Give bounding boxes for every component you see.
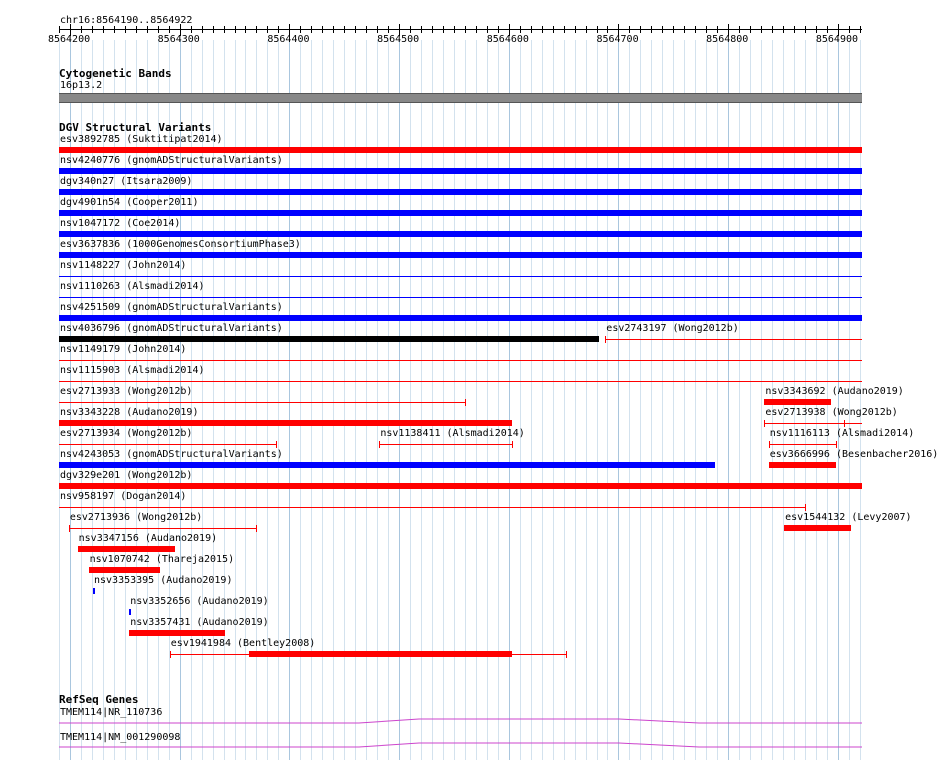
refseq-gene-line [59, 719, 862, 723]
sv-feature-endcap [170, 651, 171, 658]
sv-feature-bar[interactable] [764, 399, 831, 405]
sv-feature-label: nsv3343228 (Audano2019) [60, 407, 199, 418]
sv-feature-label: nsv1149179 (John2014) [60, 344, 187, 355]
sv-feature-endcap [844, 420, 845, 427]
ruler-tick-label: 8564500 [377, 34, 420, 45]
sv-feature-endcap [805, 504, 806, 511]
sv-feature-bar[interactable] [59, 231, 862, 237]
sv-feature-label: nsv1116113 (Alsmadi2014) [769, 428, 915, 439]
ruler-tick-label: 8564700 [596, 34, 639, 45]
sv-feature-bar[interactable] [769, 462, 836, 468]
sv-feature-bar[interactable] [78, 546, 176, 552]
sv-feature-label: nsv1148227 (John2014) [60, 260, 187, 271]
sv-feature-label: esv2713933 (Wong2012b) [60, 386, 193, 397]
sv-feature-bar[interactable] [59, 189, 862, 195]
sv-feature-label: dgv4901n54 (Cooper2011) [60, 197, 199, 208]
sv-feature-bar[interactable] [59, 315, 862, 321]
cytoband-label: 16p13.2 [60, 80, 103, 91]
refseq-gene-model[interactable] [59, 716, 862, 728]
sv-feature-bar[interactable] [59, 336, 599, 342]
sv-feature-bar[interactable] [59, 462, 715, 468]
sv-feature-label: dgv340n27 (Itsara2009) [60, 176, 193, 187]
sv-feature-label: nsv3353395 (Audano2019) [94, 575, 233, 586]
sv-feature-label: nsv4036796 (gnomADStructuralVariants) [60, 323, 283, 334]
sv-feature-label: esv1941984 (Bentley2008) [170, 638, 316, 649]
cytoband-bar[interactable] [59, 93, 862, 103]
sv-feature-label: nsv1110263 (Alsmadi2014) [60, 281, 205, 292]
sv-feature-bar[interactable] [59, 168, 862, 174]
sv-feature-label: nsv1047172 (Coe2014) [60, 218, 181, 229]
sv-feature-line[interactable] [59, 507, 805, 508]
sv-feature-line[interactable] [59, 402, 465, 403]
sv-feature-endcap [256, 525, 257, 532]
refseq-gene-model[interactable] [59, 740, 862, 752]
ruler-tick-label: 8564800 [706, 34, 749, 45]
ruler-tick-label: 8564600 [486, 34, 529, 45]
sv-feature-line[interactable] [59, 297, 862, 298]
dgv-track-title: DGV Structural Variants [59, 121, 212, 134]
sv-feature-bar[interactable] [784, 525, 851, 531]
sv-feature-line[interactable] [59, 276, 862, 277]
sv-feature-label: esv3637836 (1000GenomesConsortiumPhase3) [60, 239, 301, 250]
sv-feature-endcap [836, 441, 837, 448]
sv-feature-label: nsv4243053 (gnomADStructuralVariants) [60, 449, 283, 460]
sv-feature-label: nsv4240776 (gnomADStructuralVariants) [60, 155, 283, 166]
sv-feature-bar[interactable] [129, 609, 131, 615]
sv-feature-bar[interactable] [89, 567, 160, 573]
sv-feature-label: esv2713936 (Wong2012b) [69, 512, 203, 523]
sv-feature-endcap [566, 651, 567, 658]
sv-feature-line[interactable] [59, 381, 862, 382]
sv-feature-bar[interactable] [59, 420, 512, 426]
sv-feature-label: nsv1138411 (Alsmadi2014) [380, 428, 525, 439]
ruler-tick-label: 8564300 [157, 34, 200, 45]
sv-feature-label: esv3892785 (Suktitipat2014) [60, 134, 223, 145]
refseq-track-title: RefSeq Genes [59, 693, 139, 706]
sv-feature-bar[interactable] [59, 147, 862, 153]
cytoband-track-title: Cytogenetic Bands [59, 67, 172, 80]
sv-feature-endcap [276, 441, 277, 448]
sv-feature-endcap [769, 441, 770, 448]
sv-feature-label: esv1544132 (Levy2007) [785, 512, 912, 523]
sv-feature-bar[interactable] [59, 210, 862, 216]
sv-feature-label: esv2743197 (Wong2012b) [606, 323, 739, 334]
sv-feature-line[interactable] [69, 528, 257, 529]
sv-feature-label: nsv3357431 (Audano2019) [130, 617, 269, 628]
sv-feature-bar[interactable] [93, 588, 95, 594]
sv-feature-label: esv2713938 (Wong2012b) [765, 407, 898, 418]
sv-feature-label: esv2713934 (Wong2012b) [60, 428, 193, 439]
coordinate-ruler[interactable] [0, 0, 890, 60]
sv-feature-line[interactable] [59, 444, 276, 445]
sv-feature-bar[interactable] [59, 483, 862, 489]
sv-feature-bar[interactable] [249, 651, 512, 657]
ruler-tick-label: 8564200 [47, 34, 91, 45]
region-label: chr16:8564190..8564922 [60, 15, 193, 26]
ruler-tick-label: 8564900 [815, 34, 859, 45]
refseq-gene-line [59, 743, 862, 747]
sv-feature-bar[interactable] [129, 630, 224, 636]
sv-feature-label: nsv1115903 (Alsmadi2014) [60, 365, 205, 376]
sv-feature-label: dgv329e201 (Wong2012b) [60, 470, 193, 481]
sv-feature-label: nsv1070742 (Thareja2015) [89, 554, 235, 565]
sv-feature-line[interactable] [605, 339, 862, 340]
sv-feature-label: nsv3343692 (Audano2019) [765, 386, 904, 397]
sv-feature-line[interactable] [769, 444, 836, 445]
sv-feature-endcap [512, 441, 513, 448]
ruler-tick-label: 8564400 [267, 34, 310, 45]
sv-feature-label: nsv3352656 (Audano2019) [130, 596, 269, 607]
refseq-gene-label: TMEM114|NR_110736 [60, 707, 163, 718]
sv-feature-label: esv3666996 (Besenbacher2016) [769, 449, 938, 460]
sv-feature-label: nsv958197 (Dogan2014) [60, 491, 187, 502]
sv-feature-endcap [605, 336, 606, 343]
sv-feature-endcap [764, 420, 765, 427]
refseq-gene-label: TMEM114|NM_001290098 [60, 732, 181, 743]
sv-feature-endcap [69, 525, 70, 532]
sv-feature-line[interactable] [379, 444, 512, 445]
sv-feature-line[interactable] [59, 360, 862, 361]
sv-feature-endcap [379, 441, 380, 448]
sv-feature-bar[interactable] [59, 252, 862, 258]
sv-feature-label: nsv4251509 (gnomADStructuralVariants) [60, 302, 283, 313]
sv-feature-line[interactable] [764, 423, 862, 424]
sv-feature-label: nsv3347156 (Audano2019) [78, 533, 218, 544]
sv-feature-endcap [465, 399, 466, 406]
